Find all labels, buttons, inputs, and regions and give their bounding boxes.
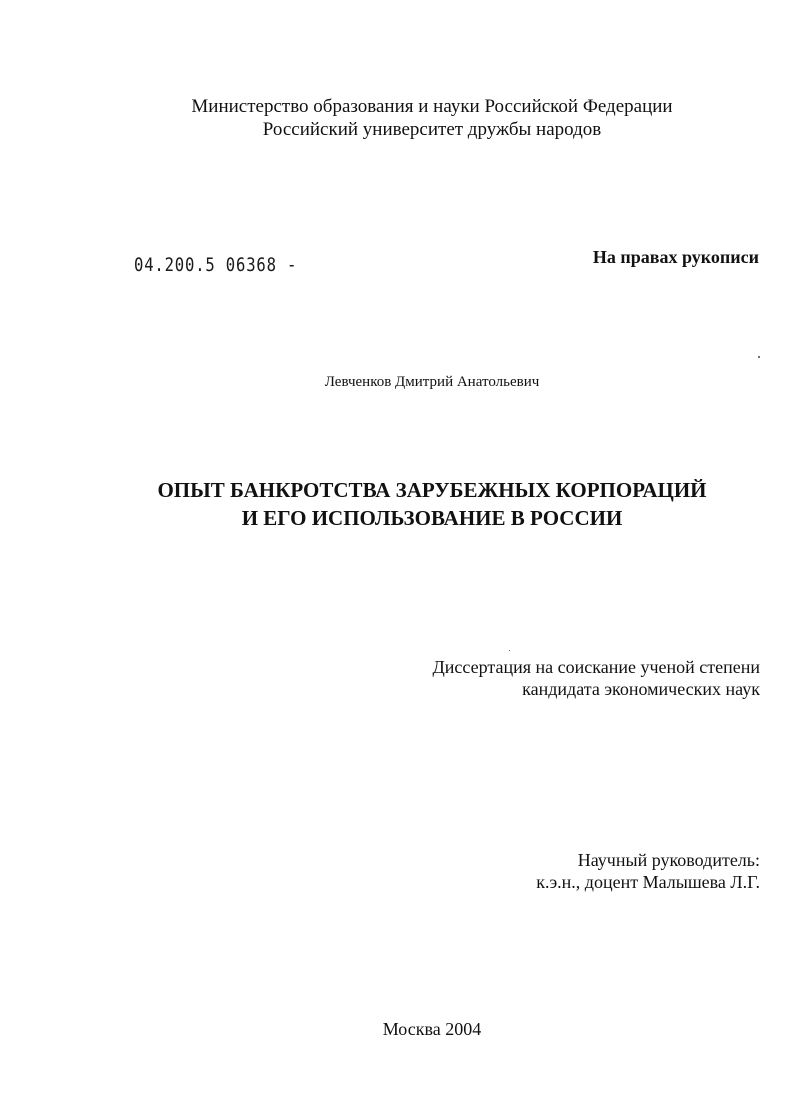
supervisor-block bbox=[536, 849, 760, 893]
supervisor-label: Научный руководитель: bbox=[577, 850, 760, 870]
author-name: Левченков Дмитрий Анатольевич bbox=[324, 374, 540, 390]
supervisor-name: к.э.н., доцент Малышева Л.Г. bbox=[536, 872, 760, 892]
university-name: Российский университет дружбы народов bbox=[262, 119, 602, 140]
scan-speck bbox=[509, 650, 510, 651]
thesis-title-line-2: И ЕГО ИСПОЛЬЗОВАНИЕ В РОССИИ bbox=[241, 506, 623, 530]
manuscript-rights-note: На правах рукописи bbox=[592, 247, 759, 267]
city-year: Москва 2004 bbox=[382, 1019, 482, 1039]
library-stamp-code: 04.200.5 06368 - bbox=[134, 254, 298, 276]
degree-statement bbox=[433, 656, 760, 700]
thesis-title-line-1: ОПЫТ БАНКРОТСТВА ЗАРУБЕЖНЫХ КОРПОРАЦИЙ bbox=[157, 478, 707, 502]
ministry-name: Министерство образования и науки Российской Федерации bbox=[191, 96, 673, 117]
degree-statement-line-2: кандидата экономических наук bbox=[522, 679, 760, 699]
degree-statement-line-1: Диссертация на соискание ученой степени bbox=[432, 657, 760, 677]
scan-speck bbox=[758, 356, 760, 358]
